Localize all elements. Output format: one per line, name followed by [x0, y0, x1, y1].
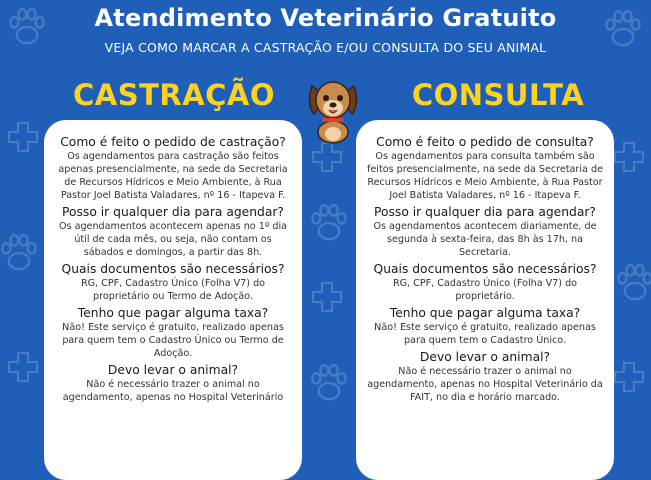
- faq-question: Posso ir qualquer dia para agendar?: [374, 205, 596, 219]
- faq-question: Tenho que pagar alguma taxa?: [77, 306, 269, 320]
- faq-question: Quais documentos são necessários?: [61, 262, 285, 276]
- medical-cross-icon: [612, 140, 646, 174]
- faq-answer: Os agendamentos para consulta também são feitos presencialmente, na sede da Secretaria de Recursos Hídricos e Meio Ambiente, à Rua Pastor Joel Batista Valadares, nº 16 - Itapeva F.: [367, 151, 603, 201]
- faq-answer: Não! Este serviço é gratuito, realizado apenas para quem tem o Cadastro Único.: [374, 322, 596, 346]
- medical-cross-icon: [310, 140, 344, 174]
- faq-question: Devo levar o animal?: [107, 363, 239, 377]
- faq-answer: Não é necessário trazer o animal no agendamento, apenas no Hospital Veterinário: [62, 379, 284, 403]
- faq-question: Tenho que pagar alguma taxa?: [389, 306, 581, 320]
- faq-question: Como é feito o pedido de castração?: [60, 135, 286, 149]
- paw-icon: [0, 230, 42, 276]
- paw-icon: [612, 260, 651, 306]
- page-subtitle: VEJA COMO MARCAR A CASTRAÇÃO E/OU CONSULTA DO SEU ANIMAL: [104, 40, 547, 55]
- medical-cross-icon: [6, 350, 40, 384]
- faq-question: Como é feito o pedido de consulta?: [376, 135, 594, 149]
- faq-answer: Os agendamentos para castração são feitos apenas presencialmente, na sede da Secretaria de Recursos Hídricos e Meio Ambiente, à Rua Pastor Joel Batista Valadares, nº 16 - Itapeva F.: [58, 151, 288, 201]
- consulta-card: [356, 120, 614, 480]
- paw-icon: [306, 200, 352, 246]
- faq-question: Quais documentos são necessários?: [373, 262, 597, 276]
- castracao-heading: CASTRAÇÃO: [72, 78, 276, 112]
- medical-cross-icon: [612, 360, 646, 394]
- consulta-heading: CONSULTA: [411, 78, 585, 112]
- medical-cross-icon: [6, 120, 40, 154]
- faq-answer: Não! Este serviço é gratuito, realizado apenas para quem tem o Cadastro Único ou Termo de Adoção.: [62, 322, 284, 359]
- faq-answer: RG, CPF, Cadastro Único (Folha V7) do proprietário ou Termo de Adoção.: [80, 278, 266, 302]
- faq-question: Devo levar o animal?: [419, 350, 551, 364]
- paw-icon: [306, 360, 352, 406]
- page-title: Atendimento Veterinário Gratuito: [94, 4, 557, 32]
- castracao-card: [44, 120, 302, 480]
- faq-answer: Os agendamentos acontecem diariamente, de segunda à sexta-feira, das 8h às 17h, na Secretaria.: [373, 221, 597, 258]
- faq-question: Posso ir qualquer dia para agendar?: [62, 205, 284, 219]
- faq-answer: Os agendamentos acontecem apenas no 1º dia útil de cada mês, ou seja, não contam os sábados e domingos, a partir das 8h.: [58, 221, 288, 258]
- faq-answer: Não é necessário trazer o animal no agendamento, apenas no Hospital Veterinário da FAIT, no dia e horário marcado.: [367, 366, 603, 403]
- medical-cross-icon: [310, 280, 344, 314]
- faq-answer: RG, CPF, Cadastro Único (Folha V7) do proprietário.: [392, 278, 578, 302]
- dog-icon: [304, 74, 362, 144]
